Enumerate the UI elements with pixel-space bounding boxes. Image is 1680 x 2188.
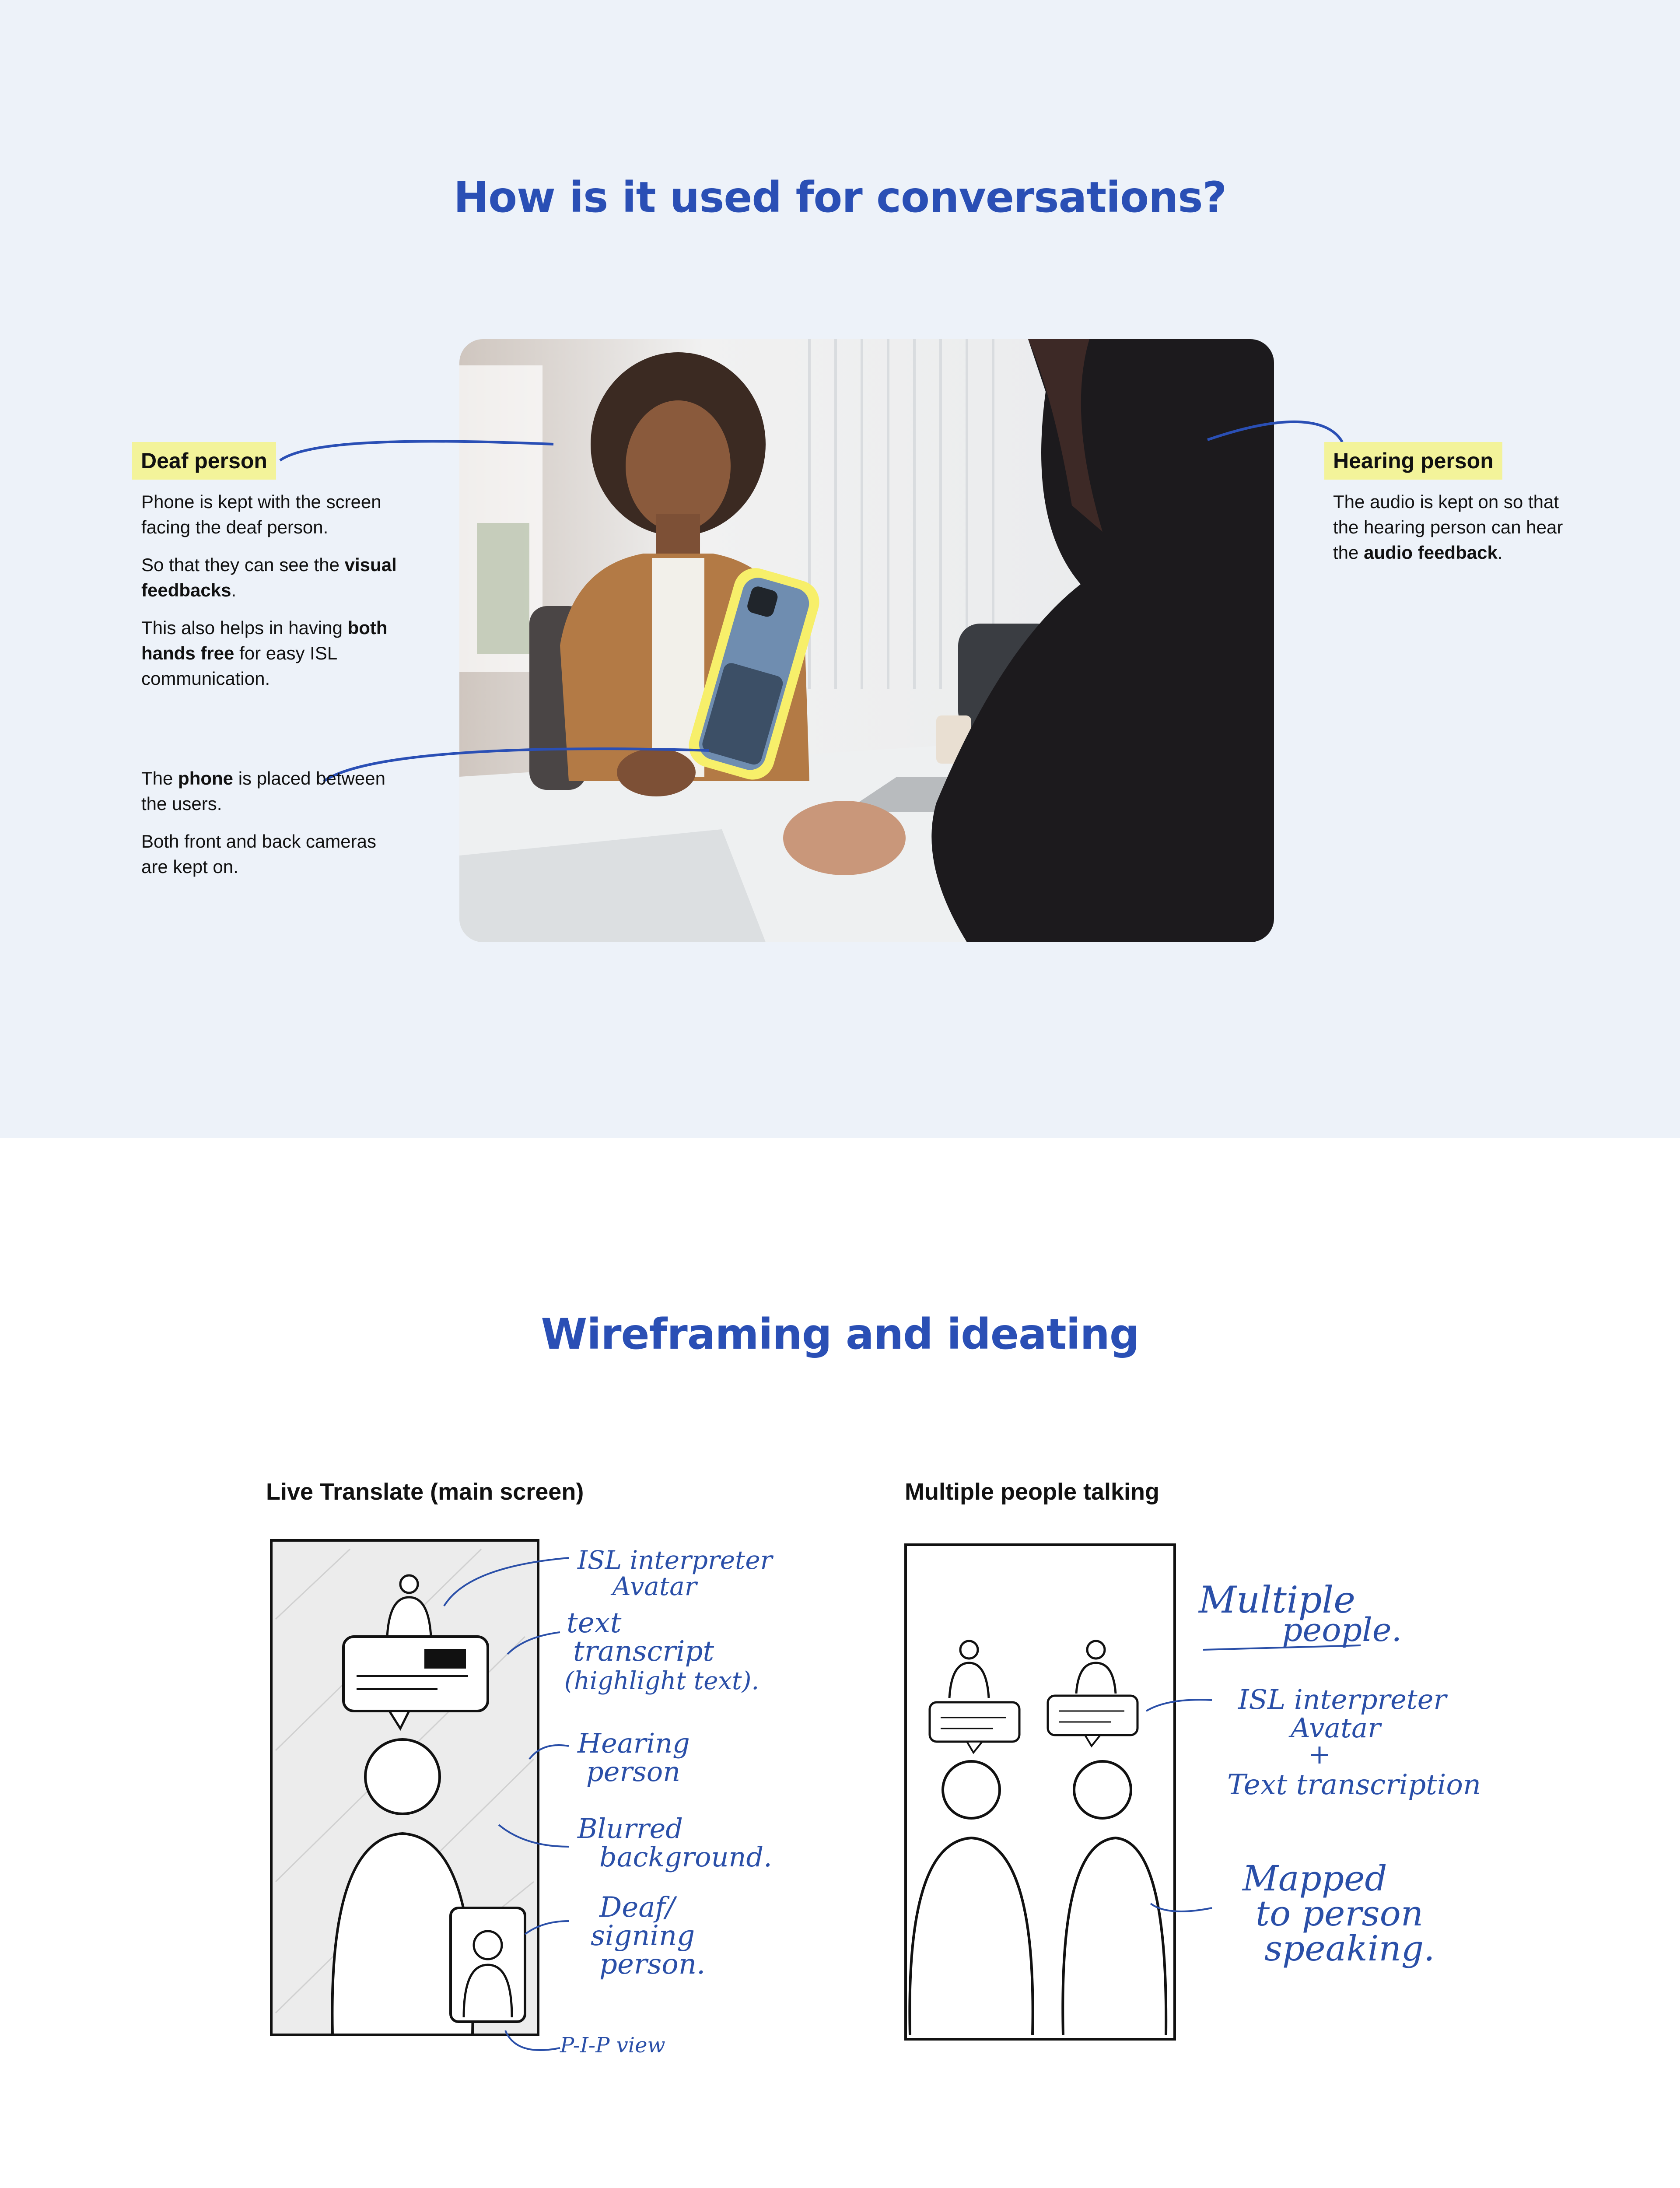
note-transcript-2: transcript xyxy=(573,1635,714,1668)
note-pip-view: P-I-P view xyxy=(560,2033,665,2058)
note-blurred-2: background. xyxy=(599,1841,772,1873)
phone-desc-1: The phone is placed between the users. xyxy=(141,768,385,814)
hearing-person-tag: Hearing person xyxy=(1324,442,1502,480)
swipe-settings-title xyxy=(677,2186,916,2188)
note-multiple-1: Multiple xyxy=(1199,1578,1355,1621)
note-multi-plus: + xyxy=(1308,1738,1331,1770)
multiple-people-sketch xyxy=(897,1532,1496,2057)
note-mapped-1: Mapped xyxy=(1242,1858,1387,1899)
note-deaf-1: Deaf/ xyxy=(599,1891,675,1924)
conversation-photo xyxy=(459,339,1274,942)
deaf-desc-3: This also helps in having both hands free for easy ISL communication. xyxy=(141,617,388,689)
phone-desc-2: Both front and back cameras are kept on. xyxy=(141,831,376,877)
note-deaf-2: signing xyxy=(591,1920,695,1952)
note-transcript-3: (highlight text). xyxy=(564,1667,760,1695)
live-translate-title: Live Translate (main screen) xyxy=(266,1479,584,1505)
multiple-people-title: Multiple people talking xyxy=(905,1479,1160,1505)
hearing-desc-1: The audio is kept on so that the hearing person can hear the audio feedback. xyxy=(1333,491,1563,563)
photo-illustration xyxy=(459,339,1274,942)
note-isl-avatar-1: ISL interpreter xyxy=(578,1545,773,1575)
note-hearing-1: Hearing xyxy=(578,1727,690,1759)
wireframing-heading: Wireframing and ideating xyxy=(541,1310,1139,1359)
note-deaf-3: person. xyxy=(599,1948,706,1981)
note-hearing-2: person xyxy=(586,1756,681,1788)
note-mapped-3: speaking. xyxy=(1264,1928,1435,1969)
swipe-sideways-title xyxy=(248,2186,457,2188)
other-features-title xyxy=(1111,2186,1351,2188)
deaf-person-description xyxy=(141,489,404,704)
deaf-desc-2: So that they can see the visual feedbacks. xyxy=(141,554,397,600)
note-blurred-1: Blurred xyxy=(578,1813,683,1844)
live-translate-sketch xyxy=(262,1532,788,2070)
note-isl-avatar-2: Avatar xyxy=(612,1571,697,1601)
deaf-person-tag: Deaf person xyxy=(132,442,276,480)
hearing-person-description xyxy=(1333,489,1578,578)
conversation-heading: How is it used for conversations? xyxy=(453,173,1227,222)
note-multiple-2: people. xyxy=(1282,1611,1402,1649)
note-transcript-1: text xyxy=(567,1607,622,1639)
deaf-desc-1: Phone is kept with the screen facing the deaf person. xyxy=(141,491,382,537)
note-multi-isl-1: ISL interpreter xyxy=(1238,1683,1447,1715)
note-multi-isl-2: Avatar xyxy=(1291,1712,1381,1744)
phone-placement-description xyxy=(141,766,404,892)
note-multi-transcription: Text transcription xyxy=(1227,1769,1481,1801)
swipe-title-line1 xyxy=(248,2186,457,2188)
note-mapped-2: to person xyxy=(1256,1893,1424,1934)
